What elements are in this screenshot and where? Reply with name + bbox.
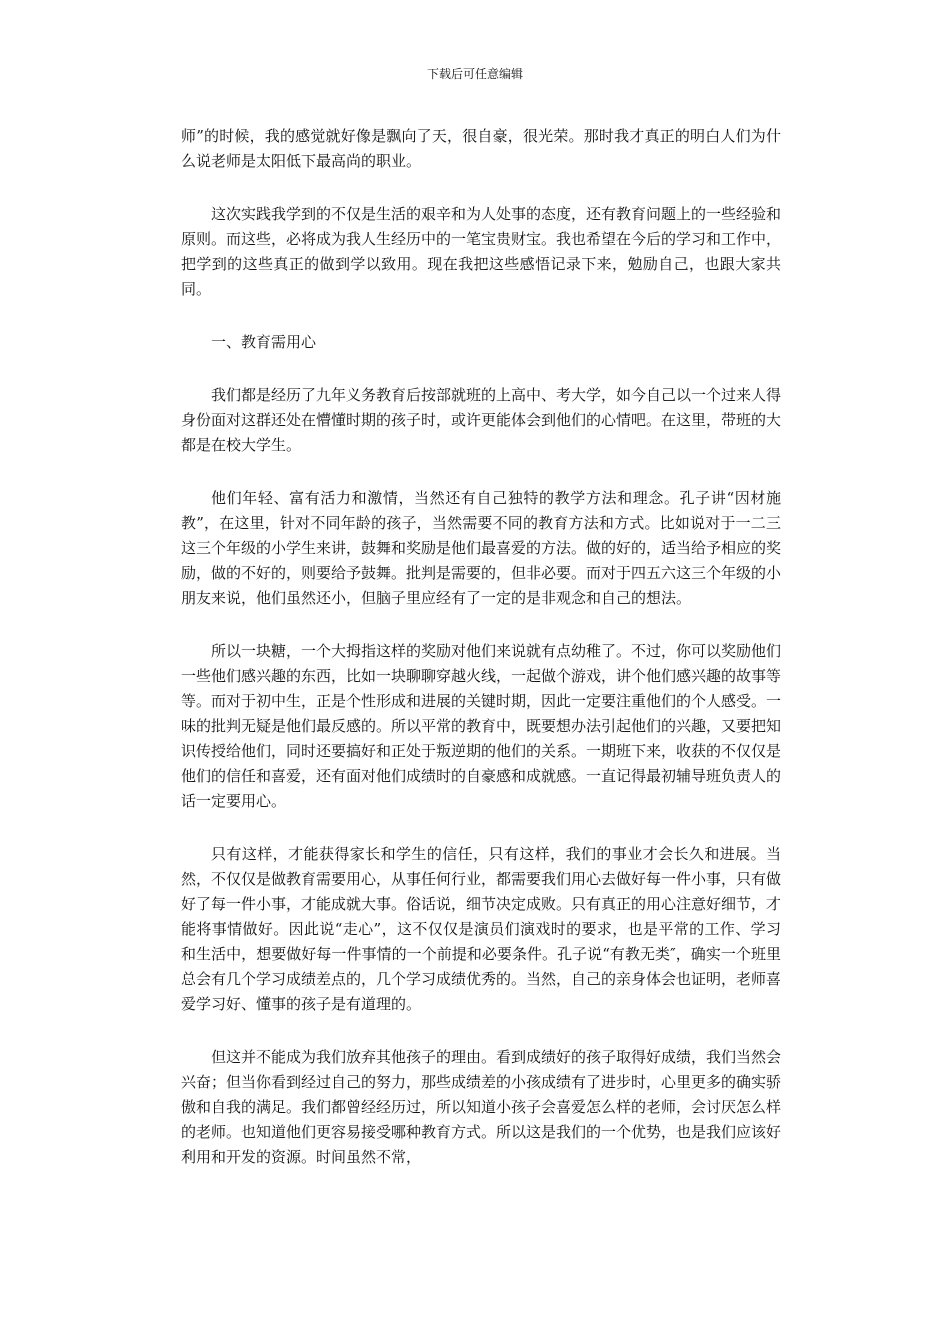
paragraph-continuation: 师”的时候，我的感觉就好像是飘向了天，很自豪，很光荣。那时我才真正的明白人们为什么说老师是太阳低下最高尚的职业。 bbox=[181, 127, 781, 170]
paragraph: 所以一块糖，一个大拇指这样的奖励对他们来说就有点幼稚了。不过，你可以奖励他们一些他们感兴趣的东西，比如一块聊聊穿越火线，一起做个游戏，讲个他们感兴趣的故事等等。而对于初中生，正是个性形成和进展的关键时期，因此一定要注重他们的个人感受。一味的批判无疑是他们最反感的。所以平常的教育中，既要想办法引起他们的兴趣，又要把知识传授给他们，同时还要搞好和正处于叛逆期的他们的关系。一期班下来，收获的不仅仅是他们的信任和喜爱，还有面对他们成绩时的自豪感和成就感。一直记得最初辅导班负责人的话一定要用心。 bbox=[181, 642, 782, 810]
paragraph: 但这并不能成为我们放弃其他孩子的理由。看到成绩好的孩子取得好成绩，我们当然会兴奋；但当你看到经过自己的努力，那些成绩差的小孩成绩有了进步时，心里更多的确实骄傲和自我的满足。我们都曾经经历过，所以知道小孩子会喜爱怎么样的老师，会讨厌怎么样的老师。也知道他们更容易接受哪种教育方式。所以这是我们的一个优势，也是我们应该好利用和开发的资源。时间虽然不常， bbox=[181, 1048, 782, 1166]
paragraph: 我们都是经历了九年义务教育后按部就班的上高中、考大学，如今自己以一个过来人得身份面对这群还处在懵懂时期的孩子时，或许更能体会到他们的心情吧。在这里，带班的大都是在校大学生。 bbox=[181, 386, 782, 454]
paragraph: 只有这样，才能获得家长和学生的信任，只有这样，我们的事业才会长久和进展。当然，不仅仅是做教育需要用心，从事任何行业，都需要我们用心去做好每一件小事，只有做好了每一件小事，才能成就大事。俗话说，细节决定成败。只有真正的用心注意好细节，才能将事情做好。因此说“走心”，这不仅仅是演员们演戏时的要求，也是平常的工作、学习和生活中，想要做好每一件事情的一个前提和必要条件。孔子说“有教无类″，确实一个班里总会有几个学习成绩差点的，几个学习成绩优秀的。当然，自己的亲身体会也证明，老师喜爱学习好、懂事的孩子是有道理的。 bbox=[181, 845, 782, 1013]
paragraph: 这次实践我学到的不仅是生活的艰辛和为人处事的态度，还有教育问题上的一些经验和原则。而这些，必将成为我人生经历中的一笔宝贵财宝。我也希望在今后的学习和工作中，把学到的这些真正的做到学以致用。现在我把这些感悟记录下来，勉励自己，也跟大家共同。 bbox=[181, 205, 782, 298]
section-heading: 一、教育需用心 bbox=[211, 333, 317, 351]
paragraph: 他们年轻、富有活力和激情，当然还有自己独特的教学方法和理念。孔子讲“因材施教”，在这里，针对不同年龄的孩子，当然需要不同的教育方法和方式。比如说对于一二三这三个年级的小学生来讲，鼓舞和奖励是他们最喜爱的方法。做的好的，适当给予相应的奖励，做的不好的，则要给予鼓舞。批判是需要的，但非必要。而对于四五六这三个年级的小朋友来说，他们虽然还小，但脑子里应经有了一定的是非观念和自己的想法。 bbox=[181, 489, 782, 607]
document-body bbox=[181, 124, 781, 1198]
page-header-note: 下载后可任意编辑 bbox=[426, 67, 523, 81]
